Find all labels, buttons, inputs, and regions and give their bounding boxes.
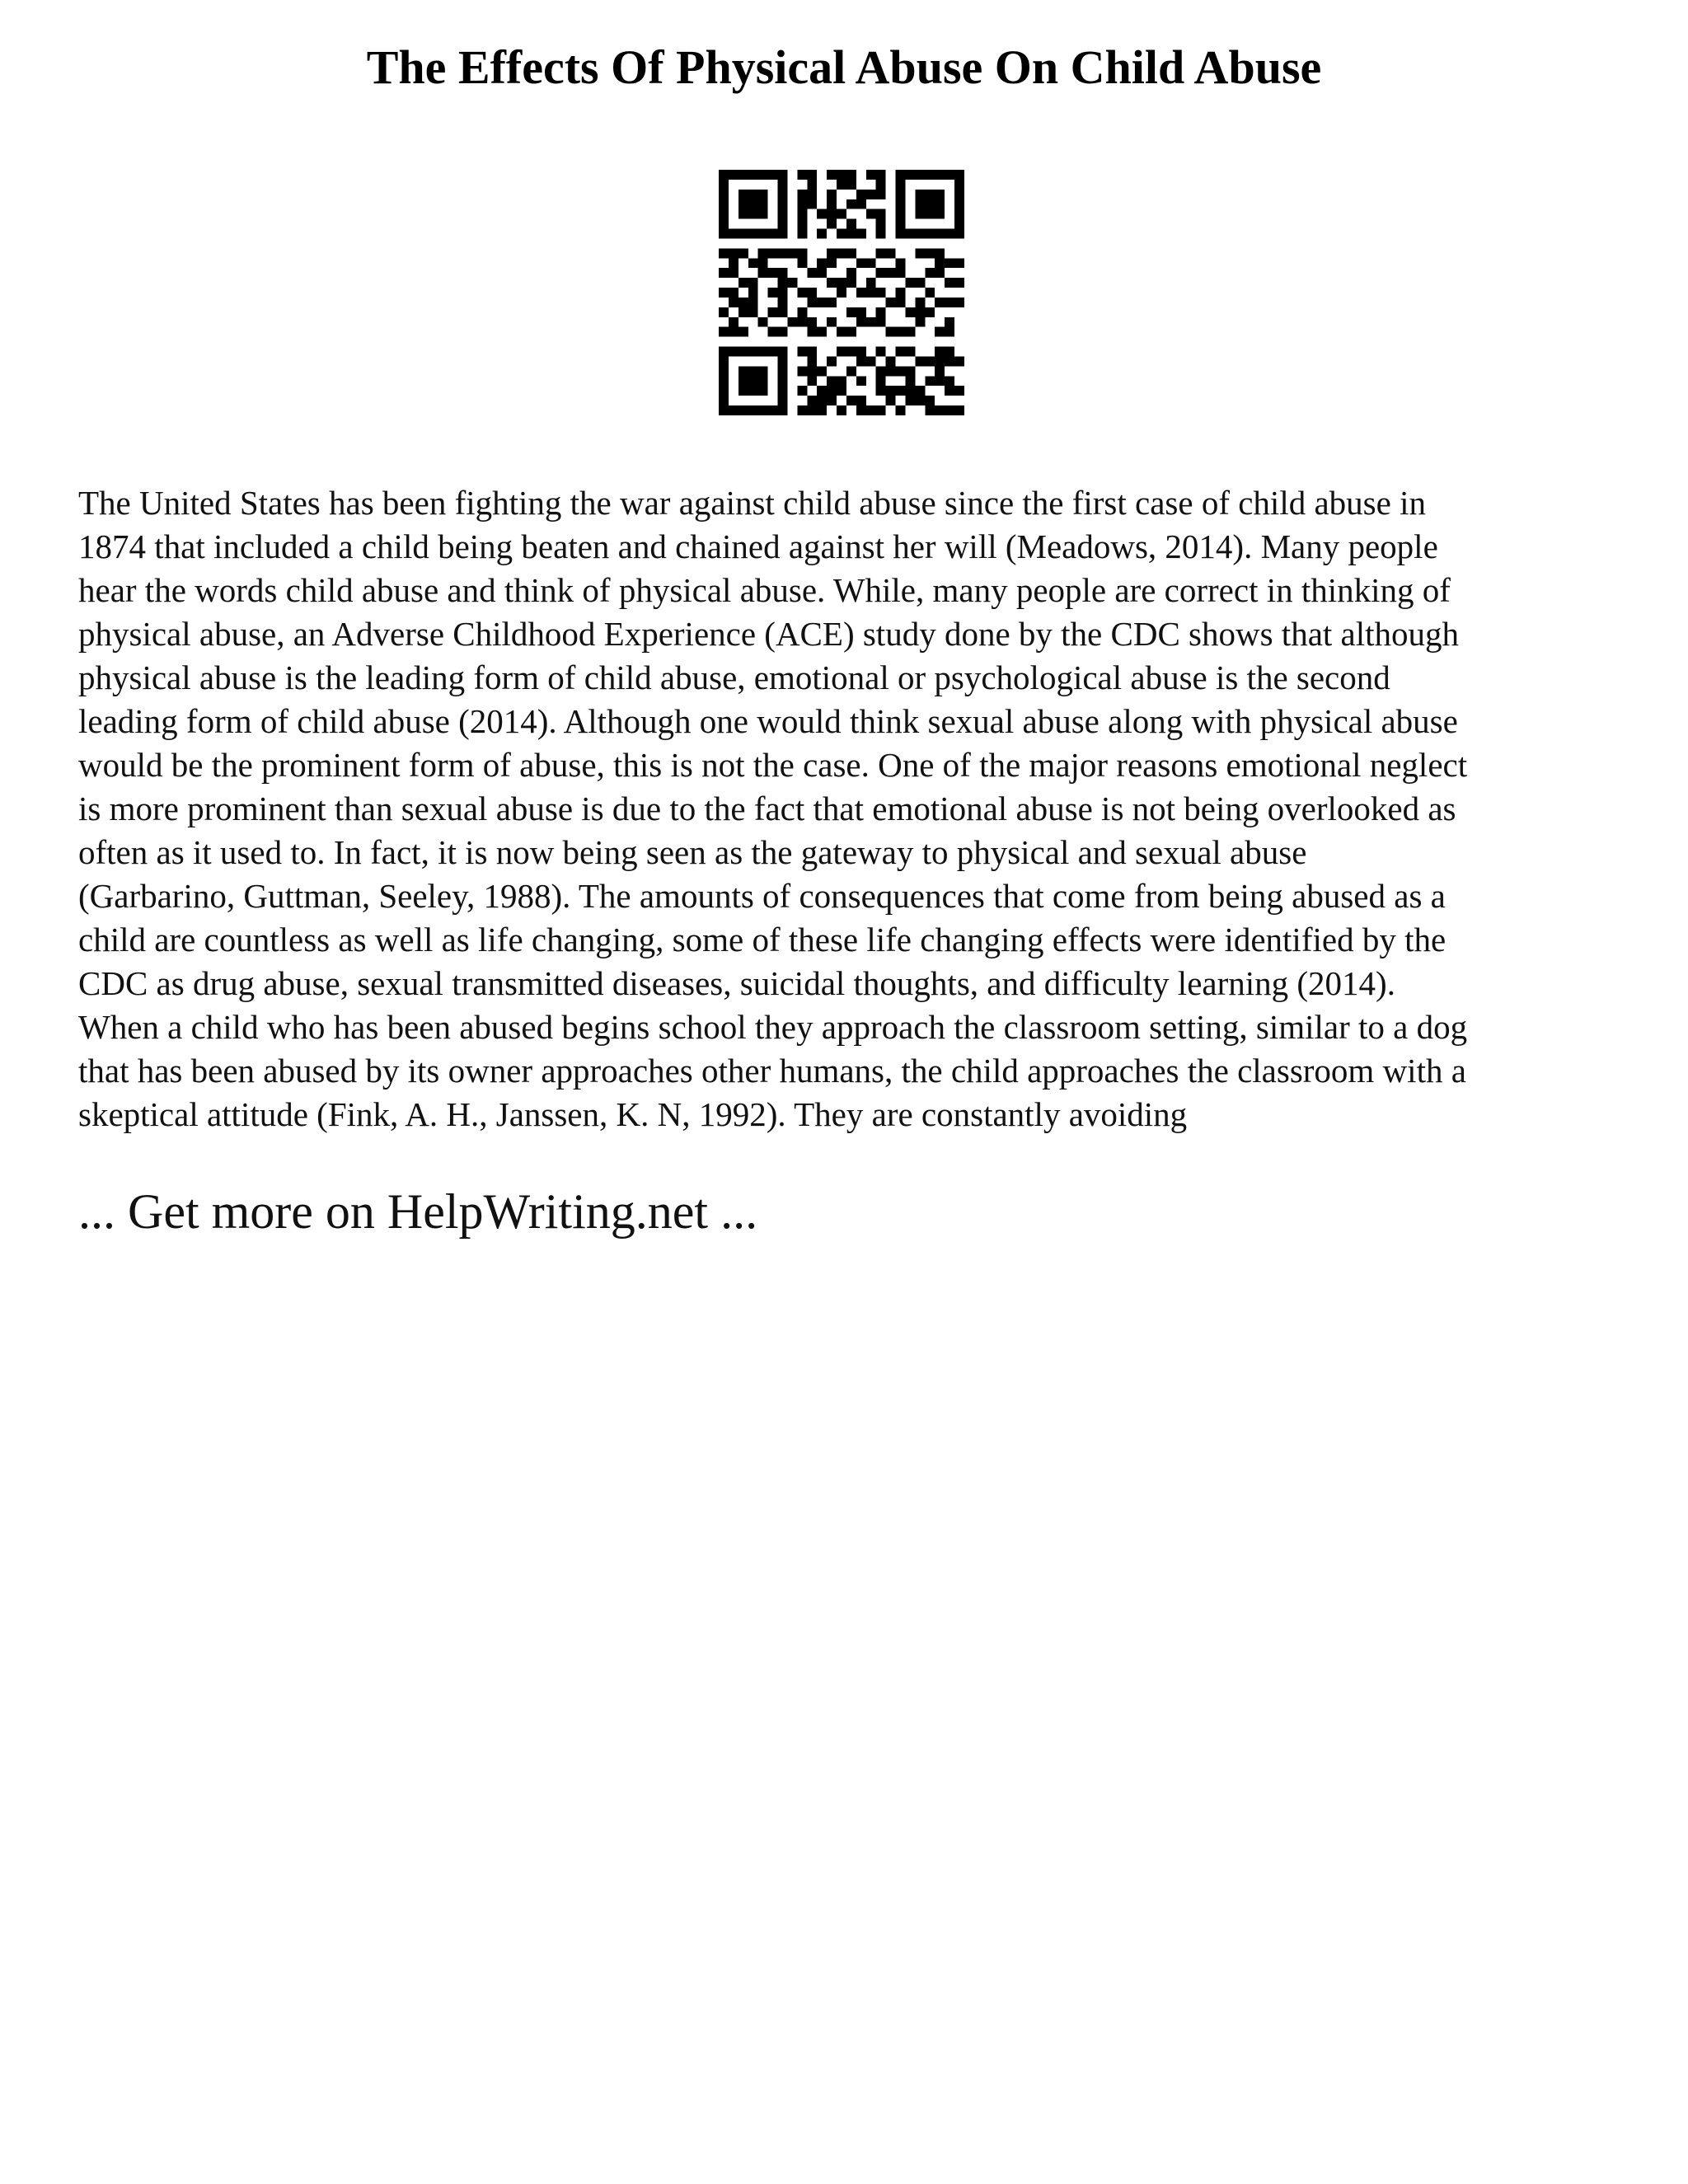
body-line: child are countless as well as life changing, some of these life changing effects were identified by the — [78, 921, 1447, 958]
body-line: (Garbarino, Guttman, Seeley, 1988). The amounts of consequences that come from being abused as a — [78, 877, 1446, 915]
body-line: When a child who has been abused begins school they approach the classroom setting, similar to a dog — [78, 1008, 1468, 1046]
get-more-link[interactable]: ... Get more on HelpWriting.net ... — [78, 1184, 758, 1239]
body-paragraph — [78, 481, 1628, 1137]
body-line: physical abuse, an Adverse Childhood Experience (ACE) study done by the CDC shows that although — [78, 615, 1460, 653]
body-line: hear the words child abuse and think of physical abuse. While, many people are correct in thinking of — [78, 571, 1451, 609]
body-line: 1874 that included a child being beaten and chained against her will (Meadows, 2014). Many people — [78, 527, 1438, 565]
body-line: leading form of child abuse (2014). Although one would think sexual abuse along with physical abuse — [78, 702, 1458, 740]
body-line: would be the prominent form of abuse, this is not the case. One of the major reasons emotional neglect — [78, 746, 1468, 784]
body-line: physical abuse is the leading form of child abuse, emotional or psychological abuse is the second — [78, 658, 1390, 696]
body-line: The United States has been fighting the war against child abuse since the first case of child abuse in — [78, 484, 1426, 522]
body-line: that has been abused by its owner approaches other humans, the child approaches the classroom with a — [78, 1052, 1466, 1090]
body-line: often as it used to. In fact, it is now being seen as the gateway to physical and sexual abuse — [78, 833, 1307, 871]
body-line: CDC as drug abuse, sexual transmitted diseases, suicidal thoughts, and difficulty learning (2014). — [78, 964, 1395, 1002]
body-line: is more prominent than sexual abuse is due to the fact that emotional abuse is not being overlooked as — [78, 790, 1456, 827]
qr-code-icon — [719, 170, 964, 415]
body-line: skeptical attitude (Fink, A. H., Janssen, K. N, 1992). They are constantly avoiding — [78, 1095, 1188, 1133]
document-title: The Effects Of Physical Abuse On Child Abuse — [366, 40, 1322, 94]
